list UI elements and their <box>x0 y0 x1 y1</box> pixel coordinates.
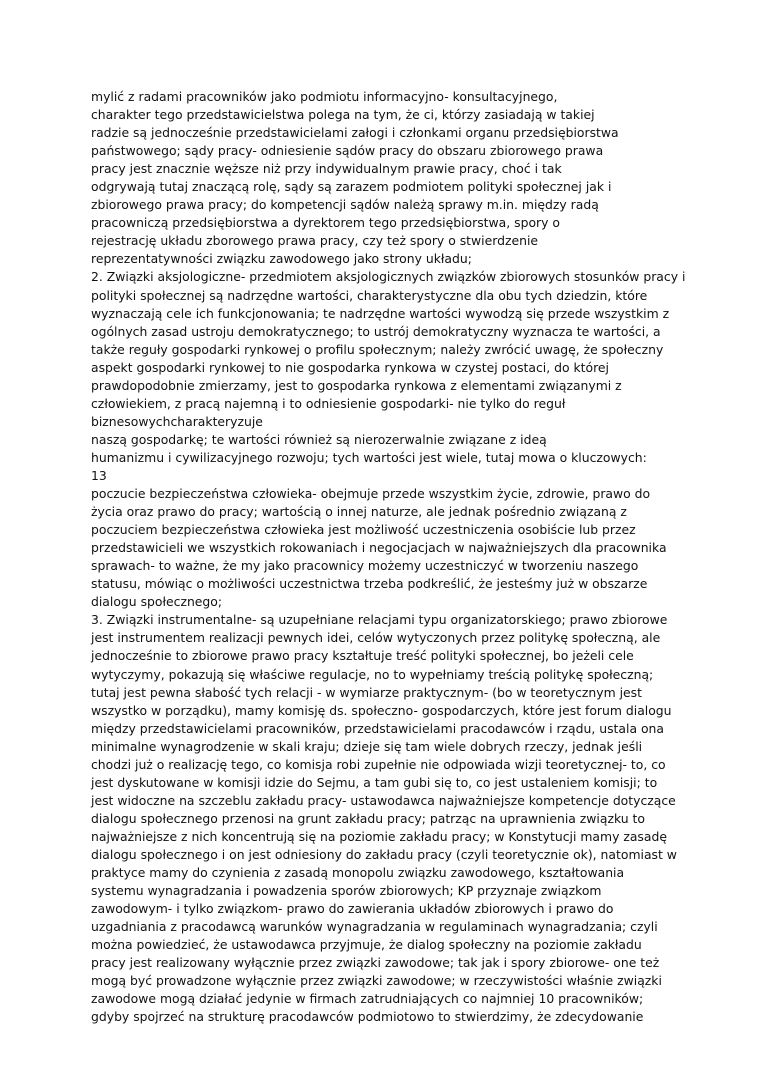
text-line: poczucie bezpieczeństwa człowieka- obejmuje przede wszystkim życie, zdrowie, prawo do <box>91 486 651 502</box>
text-line: aspekt gospodarki rynkowej to nie gospodarka rynkowa w czystej postaci, do której <box>91 359 609 375</box>
text-line: radzie są jednocześnie przedstawicielami załogi i członkami organu przedsiębiorstwa <box>91 125 619 141</box>
text-line: zawodowe mogą działać jedynie w firmach zatrudniających co najmniej 10 pracowników; <box>91 991 644 1007</box>
text-line: 3. Związki instrumentalne- są uzupełniane relacjami typu organizatorskiego; prawo zbiorowe <box>91 612 668 628</box>
text-line: mylić z radami pracowników jako podmiotu informacyjno- konsultacyjnego, <box>91 89 558 104</box>
text-line: praktyce mamy do czynienia z zasadą monopolu związku zawodowego, kształtowania <box>91 865 625 881</box>
text-line: polityki społecznej są nadrzędne wartości, charakterystyczne dla obu tych dziedzin, które <box>91 287 648 303</box>
text-line: najważniejsze z nich koncentrują się na poziomie zakładu pracy; w Konstytucji mamy zasadę <box>91 828 667 844</box>
text-line: systemu wynagradzania i powadzenia sporów zbiorowych; KP przyznaje związkom <box>91 883 602 899</box>
text-line: prawdopodobnie zmierzamy, jest to gospodarka rynkowa z elementami związanymi z <box>91 377 622 393</box>
text-line: wytyczymy, pokazują się właściwe regulacje, no to wypełniamy treścią politykę społeczną; <box>91 666 654 682</box>
text-line: rejestrację układu zborowego prawa pracy, czy też spory o stwierdzenie <box>91 233 539 249</box>
text-line: wszystko w porządku), mamy komisję ds. społeczno- gospodarczych, które jest forum dialogu <box>91 702 672 718</box>
text-line: biznesowychcharakteryzuje <box>91 413 263 429</box>
text-line: dialogu społecznego przenosi na grunt zakładu pracy; patrząc na uprawnienia związku to <box>91 810 645 826</box>
text-line: odgrywają tutaj znaczącą rolę, sądy są zarazem podmiotem polityki społecznej jak i <box>91 179 612 195</box>
text-line: naszą gospodarkę; te wartości również są nierozerwalnie związane z ideą <box>91 431 547 447</box>
text-line: jest dyskutowane w komisji idzie do Sejmu, a tam gubi się to, co jest ustaleniem komisji; to <box>91 774 658 790</box>
text-line: 2. Związki aksjologiczne- przedmiotem aksjologicznych związków zbiorowych stosunków pracy i <box>91 269 686 285</box>
text-line: można powiedzieć, że ustawodawca przyjmuje, że dialog społeczny na poziomie zakładu <box>91 937 642 953</box>
text-line: chodzi już o realizację tego, co komisja robi zupełnie nie odpowiada wizji teoretycznej- to, co <box>91 756 666 772</box>
text-line: jest widoczne na szczeblu zakładu pracy- ustawodawca najważniejsze kompetencje dotyczące <box>91 792 676 808</box>
text-line: przedstawicieli we wszystkich rokowaniach i negocjacjach w najważniejszych dla pracownika <box>91 540 667 556</box>
text-line: 13 <box>91 467 107 483</box>
text-line: mogą być prowadzone wyłącznie przez związki zawodowe; w rzeczywistości właśnie związki <box>91 973 662 989</box>
text-line: między przedstawicielami pracowników, przedstawicielami pracodawców i rządu, ustala ona <box>91 720 665 736</box>
text-line: jednocześnie to zbiorowe prawo pracy kształtuje treść polityki społecznej, bo jeżeli cele <box>91 648 634 664</box>
text-line: statusu, mówiąc o możliwości uczestnictwa trzeba podkreślić, że jesteśmy już w obszarze <box>91 576 648 592</box>
text-line: pracy jest realizowany wyłącznie przez związki zawodowe; tak jak i spory zbiorowe- one też <box>91 955 660 971</box>
text-line: człowiekiem, z pracą najemną i to odniesienie gospodarki- nie tylko do reguł <box>91 395 566 411</box>
text-line: tutaj jest pewna słabość tych relacji - w wymiarze praktycznym- (bo w teoretycznym jest <box>91 684 642 700</box>
text-line: także reguły gospodarki rynkowej o profilu społecznym; należy zwrócić uwagę, że społeczny <box>91 341 664 357</box>
text-line: zawodowym- i tylko związkom- prawo do zawierania układów zbiorowych i prawo do <box>91 901 614 917</box>
text-line: sprawach- to ważne, że my jako pracownicy możemy uczestniczyć w tworzeniu naszego <box>91 558 639 574</box>
text-line: wyznaczają cele ich funkcjonowania; te nadrzędne wartości wywodzą się przede wszystkim z <box>91 305 670 321</box>
text-line: jest instrumentem realizacji pewnych idei, celów wytyczonych przez politykę społeczną, ale <box>91 630 661 646</box>
text-line: życia oraz prawo do pracy; wartością o innej naturze, ale jednak pośrednio związaną z <box>91 504 627 520</box>
text-line: gdyby spojrzeć na strukturę pracodawców podmiotowo to stwierdzimy, że zdecydowanie <box>91 1009 644 1025</box>
text-line: poczuciem bezpieczeństwa człowieka jest możliwość uczestniczenia osobiście lub przez <box>91 522 636 538</box>
text-line: państwowego; sądy pracy- odniesienie sądów pracy do obszaru zbiorowego prawa <box>91 143 604 159</box>
text-line: pracy jest znacznie węższe niż przy indywidualnym prawie pracy, choć i tak <box>91 161 562 177</box>
text-line: charakter tego przedstawicielstwa polega na tym, że ci, którzy zasiadają w takiej <box>91 107 595 123</box>
body-text <box>91 88 686 1026</box>
text-line: pracowniczą przedsiębiorstwa a dyrektorem tego przedsiębiorstwa, spory o <box>91 215 560 231</box>
text-line: zbiorowego prawa pracy; do kompetencji sądów należą sprawy m.in. między radą <box>91 197 599 213</box>
text-line: dialogu społecznego; <box>91 594 223 610</box>
text-line: minimalne wynagrodzenie w skali kraju; dzieje się tam wiele dobrych rzeczy, jednak jeśli <box>91 738 643 754</box>
text-line: reprezentatywności związku zawodowego jako strony układu; <box>91 251 472 267</box>
text-line: uzgadniania z pracodawcą warunków wynagradzania w regulaminach wynagradzania; czyli <box>91 919 658 935</box>
text-line: ogólnych zasad ustroju demokratycznego; to ustrój demokratyczny wyznacza te wartości, a <box>91 323 661 339</box>
text-line: dialogu społecznego i on jest odniesiony do zakładu pracy (czyli teoretycznie ok), natomiast w <box>91 846 677 862</box>
text-line: humanizmu i cywilizacyjnego rozwoju; tych wartości jest wiele, tutaj mowa o kluczowych: <box>91 449 647 465</box>
